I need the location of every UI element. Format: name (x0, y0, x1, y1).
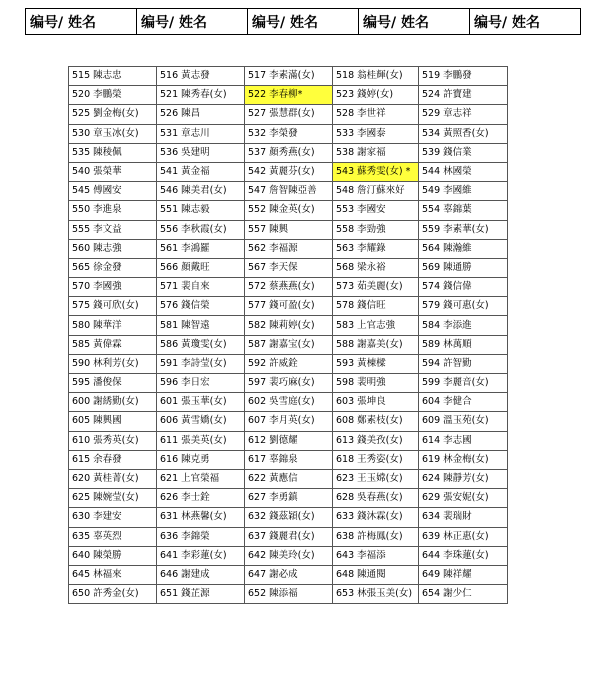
roster-cell: 526 陳昌 (157, 105, 245, 124)
roster-cell: 623 王玉嫦(女) (333, 469, 419, 488)
roster-cell: 635 辜英烈 (69, 527, 157, 546)
table-row (69, 105, 508, 124)
roster-cell: 524 許寶建 (419, 86, 508, 105)
roster-cell: 588 謝嘉美(女) (333, 335, 419, 354)
roster-cell: 535 陳稜佩 (69, 143, 157, 162)
roster-cell: 607 李月英(女) (245, 412, 333, 431)
roster-cell: 627 李勇鎮 (245, 489, 333, 508)
roster-cell: 578 錢信旺 (333, 297, 419, 316)
roster-cell: 517 李素滿(女) (245, 67, 333, 86)
roster-cell: 569 陳通勝 (419, 258, 508, 277)
roster-cell: 563 李耀錄 (333, 239, 419, 258)
roster-cell: 634 裴瑞財 (419, 508, 508, 527)
table-row (69, 469, 508, 488)
roster-cell: 630 李建安 (69, 508, 157, 527)
roster-cell: 583 上官志強 (333, 316, 419, 335)
roster-cell: 557 陳興 (245, 220, 333, 239)
roster-cell: 606 黃雪嬌(女) (157, 412, 245, 431)
roster-cell: 595 潘俊保 (69, 374, 157, 393)
roster-cell: 582 陳莉婷(女) (245, 316, 333, 335)
table-row (69, 239, 508, 258)
roster-cell: 629 張安妮(女) (419, 489, 508, 508)
roster-cell: 599 李麗音(女) (419, 374, 508, 393)
roster-cell: 624 陳靜芳(女) (419, 469, 508, 488)
roster-cell: 615 余春發 (69, 450, 157, 469)
roster-cell: 646 謝建成 (157, 565, 245, 584)
roster-cell: 651 錢芷源 (157, 585, 245, 604)
roster-cell: 549 李國維 (419, 182, 508, 201)
roster-cell: 552 陳金英(女) (245, 201, 333, 220)
roster-cell: 536 吳建明 (157, 143, 245, 162)
roster-cell: 638 許梅鳳(女) (333, 527, 419, 546)
table-row (69, 374, 508, 393)
table-row (69, 393, 508, 412)
roster-cell: 573 茹美麗(女) (333, 278, 419, 297)
roster-cell: 553 李國安 (333, 201, 419, 220)
roster-cell: 636 李錦榮 (157, 527, 245, 546)
roster-cell: 577 錢可盈(女) (245, 297, 333, 316)
roster-cell: 565 徐金發 (69, 258, 157, 277)
roster-cell: 546 陳美君(女) (157, 182, 245, 201)
roster-cell: 574 錢信偉 (419, 278, 508, 297)
table-row (69, 546, 508, 565)
roster-cell: 515 陳志忠 (69, 67, 157, 86)
roster-cell: 614 李志國 (419, 431, 508, 450)
table-row (69, 565, 508, 584)
roster-cell: 550 李進泉 (69, 201, 157, 220)
roster-cell: 551 陳志毅 (157, 201, 245, 220)
table-row (69, 489, 508, 508)
roster-cell: 609 溫玉苑(女) (419, 412, 508, 431)
roster-cell: 540 張榮華 (69, 162, 157, 181)
roster-cell: 601 張玉華(女) (157, 393, 245, 412)
roster-cell: 604 李健合 (419, 393, 508, 412)
roster-cell: 541 黃金福 (157, 162, 245, 181)
table-row (69, 278, 508, 297)
roster-cell: 554 辜錦葉 (419, 201, 508, 220)
header-cell: 编号/ 姓名 (470, 9, 581, 35)
roster-body (69, 67, 508, 604)
roster-cell: 561 李鴻羅 (157, 239, 245, 258)
roster-cell: 587 謝嘉宝(女) (245, 335, 333, 354)
roster-cell: 530 章玉冰(女) (69, 124, 157, 143)
roster-cell: 539 錢信業 (419, 143, 508, 162)
header-cell: 编号/ 姓名 (137, 9, 248, 35)
roster-cell: 575 錢可欣(女) (69, 297, 157, 316)
roster-cell: 628 吳春燕(女) (333, 489, 419, 508)
roster-cell-highlighted: 522 李春柳* (245, 86, 333, 105)
roster-cell: 639 林正惠(女) (419, 527, 508, 546)
roster-cell: 602 吳雪庭(女) (245, 393, 333, 412)
roster-cell: 516 黃志發 (157, 67, 245, 86)
roster-cell: 612 劉德耀 (245, 431, 333, 450)
roster-cell: 605 陳興國 (69, 412, 157, 431)
roster-cell: 625 陳婉莹(女) (69, 489, 157, 508)
roster-cell: 620 黃桂菁(女) (69, 469, 157, 488)
roster-cell: 637 錢麗君(女) (245, 527, 333, 546)
roster-cell: 534 黃照香(女) (419, 124, 508, 143)
roster-cell: 518 翁桂輝(女) (333, 67, 419, 86)
roster-cell: 585 黃偉霖 (69, 335, 157, 354)
roster-cell: 594 許智勤 (419, 354, 508, 373)
roster-cell: 548 詹汀蘇來好 (333, 182, 419, 201)
roster-cell: 560 陳志強 (69, 239, 157, 258)
roster-cell: 580 陳華洋 (69, 316, 157, 335)
header-cell: 编号/ 姓名 (359, 9, 470, 35)
table-row (69, 258, 508, 277)
table-row (69, 450, 508, 469)
roster-cell: 545 傅國安 (69, 182, 157, 201)
roster-cell: 600 謝綉勤(女) (69, 393, 157, 412)
roster-cell: 619 林金梅(女) (419, 450, 508, 469)
roster-cell: 529 章志祥 (419, 105, 508, 124)
roster-cell: 649 陳祥耀 (419, 565, 508, 584)
roster-cell: 647 謝必成 (245, 565, 333, 584)
roster-cell: 544 林國榮 (419, 162, 508, 181)
roster-cell: 611 張美英(女) (157, 431, 245, 450)
roster-cell: 592 許威銓 (245, 354, 333, 373)
roster-cell: 576 錢信榮 (157, 297, 245, 316)
roster-cell: 567 李天保 (245, 258, 333, 277)
roster-cell: 616 陳克勇 (157, 450, 245, 469)
roster-cell: 527 張慧群(女) (245, 105, 333, 124)
roster-cell: 617 辜錦泉 (245, 450, 333, 469)
roster-cell: 598 裴明強 (333, 374, 419, 393)
table-row (69, 412, 508, 431)
roster-cell: 581 陳智遠 (157, 316, 245, 335)
roster-cell: 521 陳秀春(女) (157, 86, 245, 105)
roster-cell: 533 李國泰 (333, 124, 419, 143)
roster-cell: 641 李彩蓮(女) (157, 546, 245, 565)
table-row (69, 527, 508, 546)
roster-cell: 589 林萬順 (419, 335, 508, 354)
roster-cell: 566 顏戴旺 (157, 258, 245, 277)
header-cell: 编号/ 姓名 (248, 9, 359, 35)
roster-cell: 542 黃麗芬(女) (245, 162, 333, 181)
roster-cell: 632 錢茲穎(女) (245, 508, 333, 527)
roster-cell: 596 李日宏 (157, 374, 245, 393)
roster-cell: 584 李添進 (419, 316, 508, 335)
roster-cell: 591 李詩莹(女) (157, 354, 245, 373)
table-row (69, 316, 508, 335)
table-row (69, 201, 508, 220)
table-row (69, 431, 508, 450)
roster-cell: 631 林燕馨(女) (157, 508, 245, 527)
roster-cell: 519 李鵬發 (419, 67, 508, 86)
table-row (69, 124, 508, 143)
roster-cell: 644 李珠蓮(女) (419, 546, 508, 565)
roster-cell: 643 李福添 (333, 546, 419, 565)
roster-cell: 520 李鵬榮 (69, 86, 157, 105)
roster-cell: 525 劉金梅(女) (69, 105, 157, 124)
table-row (69, 162, 508, 181)
roster-cell: 653 林張玉美(女) (333, 585, 419, 604)
roster-cell: 622 黃應信 (245, 469, 333, 488)
roster-cell: 559 李素華(女) (419, 220, 508, 239)
roster-cell: 572 蔡燕燕(女) (245, 278, 333, 297)
roster-cell: 610 張秀英(女) (69, 431, 157, 450)
table-row (69, 585, 508, 604)
roster-cell: 648 陳通閱 (333, 565, 419, 584)
roster-cell: 586 黃瓊雯(女) (157, 335, 245, 354)
roster-cell: 652 陳添福 (245, 585, 333, 604)
roster-cell: 590 林利芳(女) (69, 354, 157, 373)
roster-cell: 626 李士銓 (157, 489, 245, 508)
roster-cell: 645 林福來 (69, 565, 157, 584)
table-row (69, 335, 508, 354)
roster-cell: 621 上官榮福 (157, 469, 245, 488)
roster-cell: 537 顏秀燕(女) (245, 143, 333, 162)
roster-cell: 613 錢美孜(女) (333, 431, 419, 450)
roster-cell-highlighted: 543 蘇秀雯(女) * (333, 162, 419, 181)
roster-cell: 562 李福源 (245, 239, 333, 258)
table-row (69, 182, 508, 201)
roster-cell: 608 鄭素枝(女) (333, 412, 419, 431)
roster-cell: 570 李國強 (69, 278, 157, 297)
roster-cell: 618 王秀姿(女) (333, 450, 419, 469)
roster-cell: 654 謝少仁 (419, 585, 508, 604)
roster-cell: 531 章志川 (157, 124, 245, 143)
roster-cell: 633 錢沐霖(女) (333, 508, 419, 527)
table-row (69, 354, 508, 373)
roster-cell: 558 李勁強 (333, 220, 419, 239)
roster-cell: 571 裴自來 (157, 278, 245, 297)
roster-cell: 555 李文益 (69, 220, 157, 239)
table-row (69, 508, 508, 527)
roster-table (68, 66, 508, 604)
roster-cell: 547 詹智陳亞善 (245, 182, 333, 201)
header-table (25, 8, 581, 35)
roster-cell: 642 陳美玲(女) (245, 546, 333, 565)
roster-cell: 650 許秀金(女) (69, 585, 157, 604)
table-row (69, 143, 508, 162)
roster-cell: 532 李榮發 (245, 124, 333, 143)
table-row (69, 297, 508, 316)
table-row (69, 86, 508, 105)
roster-cell: 564 陳瀚維 (419, 239, 508, 258)
roster-cell: 556 李秋霞(女) (157, 220, 245, 239)
roster-cell: 593 黃棟樑 (333, 354, 419, 373)
roster-cell: 640 陳榮勝 (69, 546, 157, 565)
table-row (69, 67, 508, 86)
roster-cell: 597 裴巧麻(女) (245, 374, 333, 393)
roster-cell: 568 梁永裕 (333, 258, 419, 277)
roster-cell: 603 張坤良 (333, 393, 419, 412)
roster-cell: 579 錢可惠(女) (419, 297, 508, 316)
roster-cell: 523 錢婷(女) (333, 86, 419, 105)
header-row (26, 9, 581, 35)
table-row (69, 220, 508, 239)
roster-cell: 538 謝家福 (333, 143, 419, 162)
header-cell: 编号/ 姓名 (26, 9, 137, 35)
roster-cell: 528 李世祥 (333, 105, 419, 124)
